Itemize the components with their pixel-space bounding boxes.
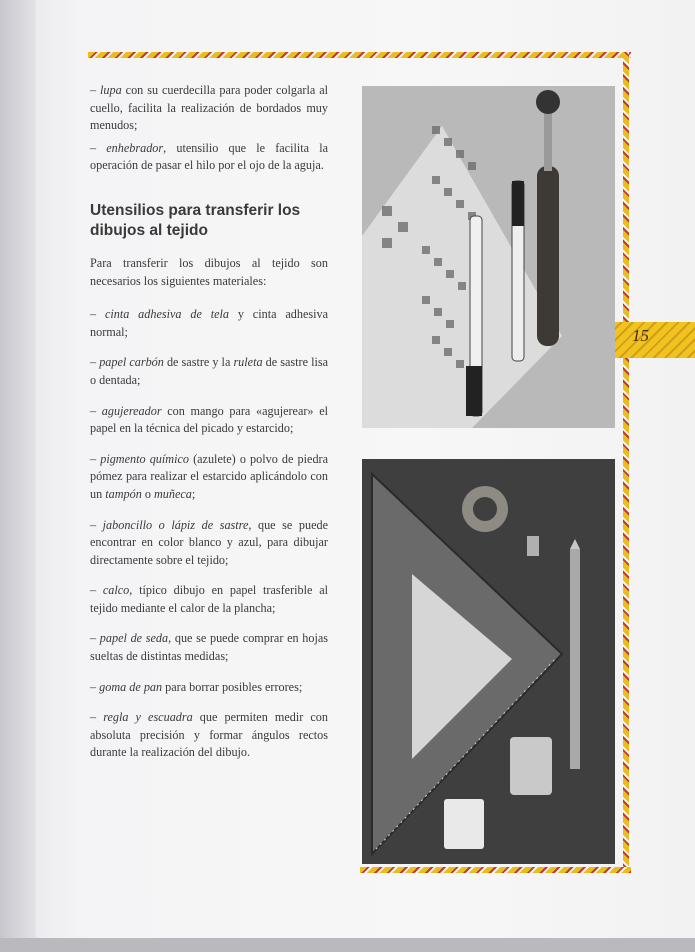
list-item-text: , que se puede encontrar en color blanco y azul, para dibujar directamente sobre el tejido; <box>90 517 328 567</box>
list-item-term: agujereador <box>101 403 162 418</box>
list-item: – goma de pan para borrar posibles errores; <box>90 679 303 694</box>
list-item: – cinta adhesiva de tela y cinta adhesiva normal; <box>90 307 328 339</box>
section-intro: Para transferir los dibujos al tejido son necesarios los siguientes materiales: <box>90 255 328 288</box>
list-item-term: goma de pan <box>99 679 163 694</box>
list-item-text: o <box>141 486 154 501</box>
photo-drawing-tools-illustration <box>362 459 615 864</box>
list-item-text: (azulete) o polvo de piedra pómez para realizar el estarcido aplicándolo con un <box>90 451 329 501</box>
page-number: 15 <box>632 326 649 345</box>
list-item-text: ; <box>191 486 196 501</box>
photo-drawing-tools <box>362 459 615 864</box>
list-item: – calco, típico dibujo en papel trasferible al tejido mediante el calor de la plancha; <box>90 583 328 615</box>
list-item: – papel de seda, que se puede comprar en hojas sueltas de distintas medidas; <box>90 631 329 664</box>
decorative-border-bottom <box>360 867 631 873</box>
photo-transfer-tools-illustration <box>362 86 615 428</box>
list-item-text: de sastre lisa o dentada; <box>90 355 328 387</box>
list-item-text: , que se puede comprar en hojas sueltas de distintas medidas; <box>90 631 329 664</box>
list-item-text: que permiten medir con absoluta precisión y formar ángulos rectos durante la realización del dibujo. <box>90 710 328 760</box>
page-spine-shadow <box>0 0 36 952</box>
list-item-term: lupa <box>100 83 122 97</box>
list-item-term: calco <box>102 583 130 598</box>
list-item-text: con mango para «agujerear» el papel en la técnica del picado y estarcido; <box>90 403 328 436</box>
list-item: – jaboncillo o lápiz de sastre, que se puede encontrar en color blanco y azul, para dibujar directamente sobre el tejido; <box>90 517 328 567</box>
text-column <box>90 82 328 775</box>
list-item-text: , típico dibujo en papel trasferible al tejido mediante el calor de la plancha; <box>90 583 328 615</box>
list-item-text: de sastre y la <box>163 355 234 370</box>
list-item-text: , utensilio que le facilita la operación de pasar el hilo por el ojo de la aguja. <box>90 140 329 173</box>
list-item-text: con su cuerdecilla para poder colgarla al cuello, facilita la realización de bordados muy menudos; <box>90 83 328 133</box>
page-number-tab <box>612 322 695 358</box>
list-item-term: cinta adhesiva de tela <box>104 307 229 322</box>
list-item-term: jaboncillo o lápiz de sastre <box>102 517 249 532</box>
list-item-term: ruleta <box>233 355 263 370</box>
list-item: – pigmento químico (azulete) o polvo de piedra pómez para realizar el estarcido aplicándolo con un tampón o muñeca; <box>90 451 329 501</box>
list-item-term: muñeca <box>153 486 192 501</box>
list-item-term: tampón <box>105 486 142 501</box>
list-item: – regla y escuadra que permiten medir con absoluta precisión y formar ángulos rectos durante la realización del dibujo. <box>90 710 328 760</box>
section-heading: Utensilios para transferir los dibujos al tejido <box>90 201 301 239</box>
list-item: – lupa con su cuerdecilla para poder colgarla al cuello, facilita la realización de bordados muy menudos; <box>90 83 328 133</box>
list-item-term: papel carbón <box>99 355 164 370</box>
list-item: – agujereador con mango para «agujerear» el papel en la técnica del picado y estarcido; <box>90 403 328 436</box>
list-item: – enhebrador, utensilio que le facilita la operación de pasar el hilo por el ojo de la aguja. <box>90 140 329 173</box>
decorative-border-top <box>88 52 631 58</box>
list-item-text: para borrar posibles errores; <box>162 679 303 694</box>
list-item-text: y cinta adhesiva normal; <box>90 307 328 339</box>
list-item-term: enhebrador <box>106 140 164 155</box>
photo-transfer-tools <box>362 86 615 428</box>
page-bottom-edge <box>0 938 695 952</box>
decorative-border-right <box>623 52 629 873</box>
list-item-term: pigmento químico <box>100 451 189 466</box>
list-item-term: papel de seda <box>99 631 169 646</box>
list-item-term: regla y escuadra <box>103 710 193 725</box>
list-item: – papel carbón de sastre y la ruleta de sastre lisa o dentada; <box>90 355 328 387</box>
